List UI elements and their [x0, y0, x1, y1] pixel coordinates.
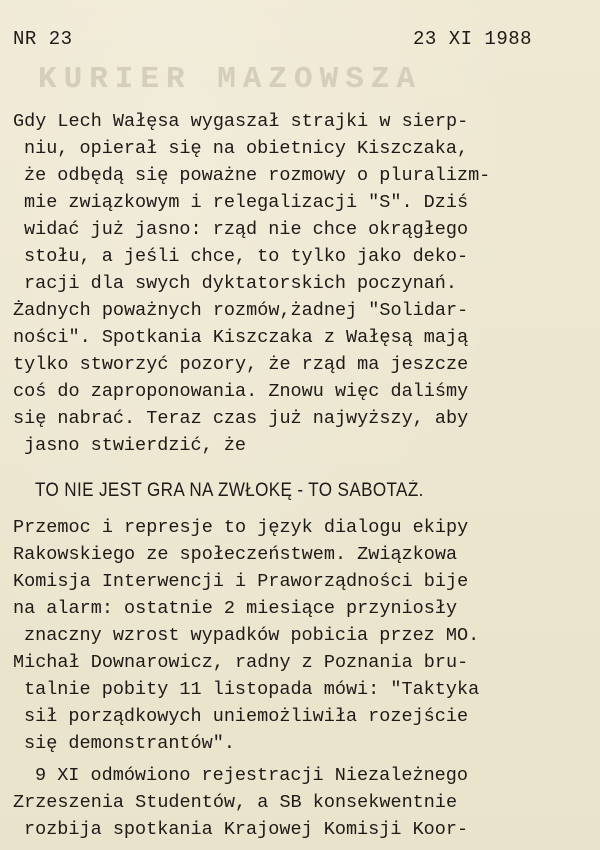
text-line: że odbędą się poważne rozmowy o pluralizm-: [24, 165, 491, 186]
text-line: ności". Spotkania Kiszczaka z Wałęsą mają: [13, 327, 469, 348]
text-line: Gdy Lech Wałęsa wygaszał strajki w sierp-: [13, 111, 469, 132]
text-line: widać już jasno: rząd nie chce okrągłego: [24, 219, 469, 240]
issue-number: NR 23: [13, 28, 73, 50]
text-line: coś do zaproponowania. Znowu więc daliśmy: [13, 381, 469, 402]
text-line: się demonstrantów".: [24, 733, 235, 754]
text-line: 9 XI odmówiono rejestracji Niezależnego: [35, 765, 468, 786]
text-line: się nabrać. Teraz czas już najwyższy, aby: [13, 408, 469, 429]
text-line: racji dla swych dyktatorskich poczynań.: [24, 273, 457, 294]
text-line: Michał Downarowicz, radny z Poznania bru-: [13, 652, 469, 673]
text-line: sił porządkowych uniemożliwiła rozejście: [24, 706, 469, 727]
headline: TO NIE JEST GRA NA ZWŁOKĘ - TO SABOTAŻ.: [35, 480, 424, 501]
text-line: talnie pobity 11 listopada mówi: "Taktyka: [24, 679, 480, 700]
text-line: znaczny wzrost wypadków pobicia przez MO.: [24, 625, 480, 646]
text-line: niu, opierał się na obietnicy Kiszczaka,: [24, 138, 469, 159]
text-line: rozbija spotkania Krajowej Komisji Koor-: [24, 819, 469, 840]
text-line: tylko stworzyć pozory, że rząd ma jeszcze: [13, 354, 469, 375]
text-line: na alarm: ostatnie 2 miesiące przyniosły: [13, 598, 458, 619]
text-line: jasno stwierdzić, że: [24, 435, 247, 456]
issue-date: 23 XI 1988: [413, 28, 533, 50]
text-line: Zrzeszenia Studentów, a SB konsekwentnie: [13, 792, 458, 813]
text-line: stołu, a jeśli chce, to tylko jako deko-: [24, 246, 469, 267]
text-line: Rakowskiego ze społeczeństwem. Związkowa: [13, 544, 458, 565]
text-line: Przemoc i represje to język dialogu ekipy: [13, 517, 469, 538]
text-line: Komisja Interwencji i Praworządności bije: [13, 571, 469, 592]
masthead-stamp: KURIER MAZOWSZA: [38, 62, 423, 97]
text-line: Żadnych poważnych rozmów,żadnej "Solidar-: [13, 300, 469, 321]
text-line: mie związkowym i relegalizacji "S". Dziś: [24, 192, 469, 213]
